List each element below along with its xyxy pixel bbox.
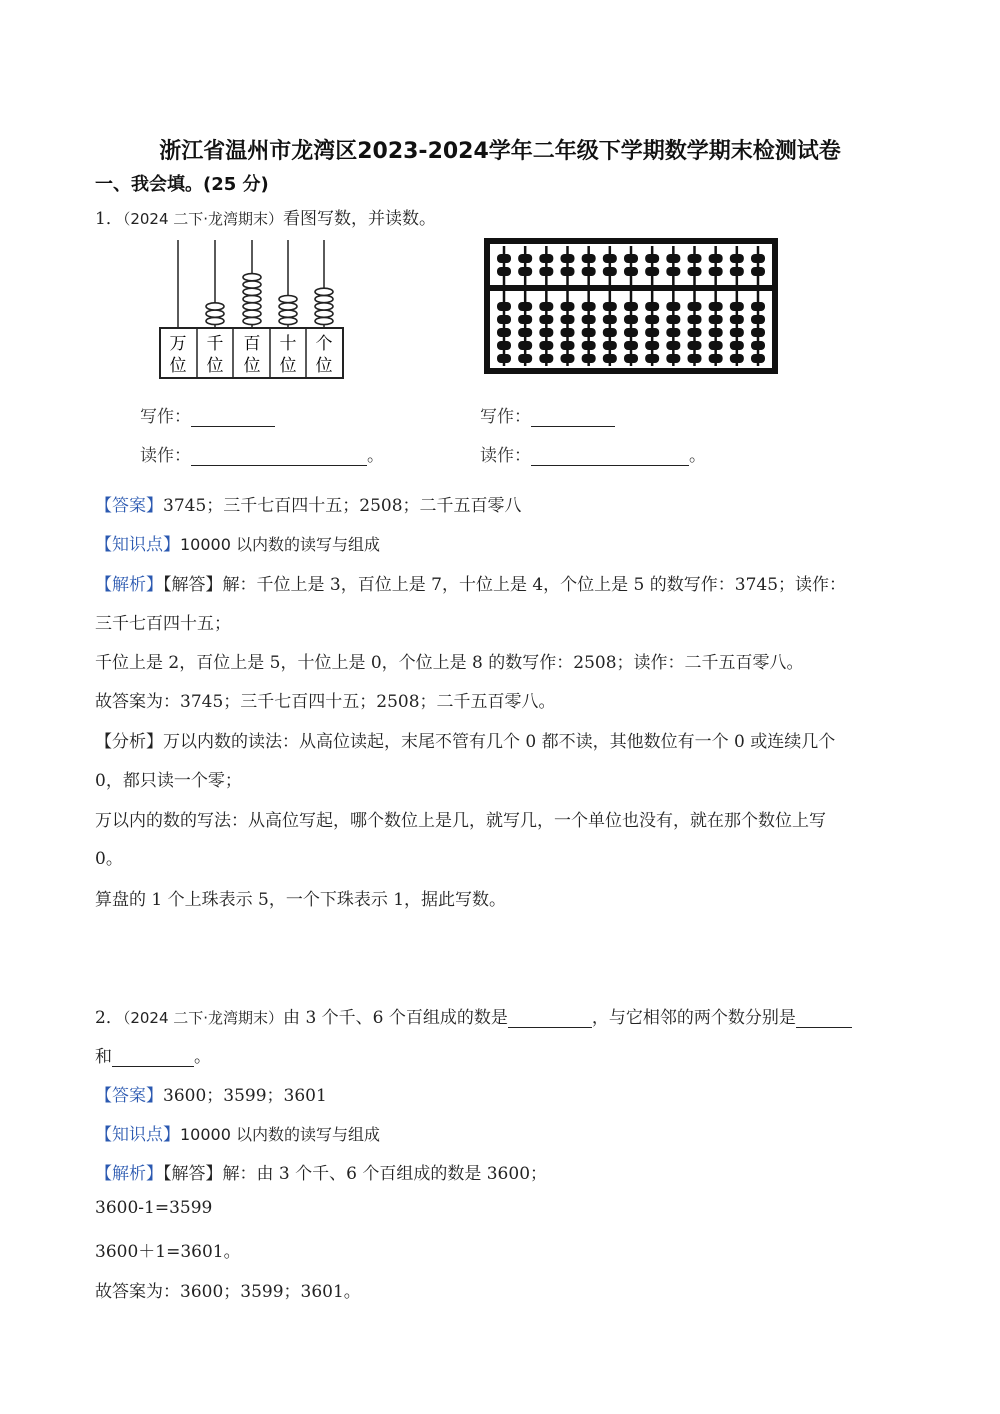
abacus-lower-bead bbox=[645, 354, 659, 363]
abacus-lower-bead bbox=[561, 315, 575, 324]
abacus-lower-bead bbox=[518, 328, 532, 337]
analysis-tag: 【解析】 bbox=[95, 1164, 163, 1184]
counter-bead bbox=[279, 310, 297, 317]
abacus-lower-bead bbox=[497, 302, 511, 311]
abacus-upper-bead bbox=[497, 267, 511, 276]
counter-bead bbox=[243, 303, 261, 310]
abacus-lower-bead bbox=[497, 328, 511, 337]
read-row-right bbox=[480, 441, 706, 466]
counting-frame-figure bbox=[150, 232, 360, 382]
counter-bead bbox=[206, 310, 224, 317]
abacus-beam bbox=[490, 285, 772, 291]
abacus-upper-bead bbox=[666, 254, 680, 263]
abacus-lower-bead bbox=[561, 341, 575, 350]
abacus-lower-bead bbox=[603, 302, 617, 311]
abacus-lower-bead bbox=[751, 354, 765, 363]
read-blank-left[interactable] bbox=[191, 447, 367, 466]
abacus-upper-bead bbox=[603, 267, 617, 276]
knowledge-text: 10000 以内数的读写与组成 bbox=[180, 535, 380, 554]
knowledge-text: 10000 以内数的读写与组成 bbox=[180, 1125, 380, 1144]
place-label-ones-2: 位 bbox=[315, 356, 333, 376]
abacus-upper-bead bbox=[518, 254, 532, 263]
abacus-lower-bead bbox=[688, 354, 702, 363]
abacus-lower-bead bbox=[666, 328, 680, 337]
abacus-upper-bead bbox=[730, 254, 744, 263]
write-blank-left[interactable] bbox=[191, 408, 275, 427]
place-label-hundreds: 百 bbox=[243, 334, 261, 354]
question-number: 1． bbox=[95, 209, 123, 229]
read-blank-right[interactable] bbox=[531, 447, 689, 466]
place-label-tens: 十 bbox=[279, 334, 297, 354]
abacus-lower-bead bbox=[582, 328, 596, 337]
question-source: （2024 二下·龙湾期末） bbox=[122, 210, 284, 228]
abacus-upper-bead bbox=[688, 267, 702, 276]
abacus-lower-bead bbox=[624, 341, 638, 350]
place-label-thousands-2: 位 bbox=[206, 356, 224, 376]
question-1-prompt bbox=[95, 204, 436, 229]
abacus-upper-bead bbox=[624, 254, 638, 263]
q1-analysis-line-7: 万以内的数的写法：从高位写起，哪个数位上是几，就写几，一个单位也没有，就在那个数位上写 bbox=[95, 811, 826, 831]
abacus-lower-bead bbox=[645, 328, 659, 337]
q1-knowledge-line bbox=[95, 530, 380, 555]
abacus-lower-bead bbox=[688, 302, 702, 311]
abacus-figure bbox=[484, 238, 778, 374]
counter-bead bbox=[243, 288, 261, 295]
abacus-lower-bead bbox=[709, 328, 723, 337]
abacus-upper-bead bbox=[561, 254, 575, 263]
read-label: 读作： bbox=[140, 446, 191, 466]
q1-analysis-line-1 bbox=[95, 570, 846, 595]
page-title: 浙江省温州市龙湾区2023-2024学年二年级下学期数学期末检测试卷 bbox=[159, 139, 841, 164]
question-text-c: 和 bbox=[95, 1047, 112, 1067]
abacus-lower-bead bbox=[582, 341, 596, 350]
question-text-b: ，与它相邻的两个数分别是 bbox=[591, 1008, 796, 1028]
q1-analysis-line-4: 故答案为：3745；三千七百四十五；2508；二千五百零八。 bbox=[95, 692, 556, 712]
abacus-lower-bead bbox=[751, 302, 765, 311]
abacus-lower-bead bbox=[666, 341, 680, 350]
abacus-lower-bead bbox=[709, 341, 723, 350]
counter-bead bbox=[315, 310, 333, 317]
write-row-left bbox=[140, 402, 275, 427]
answer-text: 3600；3599；3601 bbox=[163, 1086, 327, 1106]
abacus-lower-bead bbox=[603, 341, 617, 350]
abacus-lower-bead bbox=[561, 302, 575, 311]
place-label-ten-thousands: 万 bbox=[169, 334, 187, 354]
q1-analysis-line-2: 三千七百四十五； bbox=[95, 614, 231, 634]
abacus-lower-bead bbox=[561, 328, 575, 337]
abacus-lower-bead bbox=[645, 341, 659, 350]
q1-analysis-line-9: 算盘的 1 个上珠表示 5，一个下珠表示 1，据此写数。 bbox=[95, 890, 507, 910]
question-source: （2024 二下·龙湾期末） bbox=[122, 1009, 284, 1027]
q2-analysis-line-1 bbox=[95, 1159, 547, 1184]
counter-bead bbox=[243, 317, 261, 324]
question-text-a: 由 3 个千、6 个百组成的数是 bbox=[283, 1008, 508, 1028]
q2-analysis-line-2: 3600-1=3599 bbox=[95, 1198, 213, 1218]
q1-analysis-line-5: 【分析】万以内数的读法：从高位读起，末尾不管有几个 0 都不读，其他数位有一个 0 或连续几个 bbox=[95, 732, 836, 752]
abacus-lower-bead bbox=[730, 341, 744, 350]
abacus-lower-bead bbox=[666, 302, 680, 311]
period: 。 bbox=[367, 446, 384, 466]
q2-analysis-line-3: 3600＋1=3601。 bbox=[95, 1242, 241, 1262]
q1-answer-line bbox=[95, 491, 522, 516]
abacus-lower-bead bbox=[539, 341, 553, 350]
abacus-lower-bead bbox=[539, 302, 553, 311]
abacus-upper-bead bbox=[582, 267, 596, 276]
counter-bead bbox=[279, 296, 297, 303]
read-row-left bbox=[140, 441, 384, 466]
abacus-lower-bead bbox=[709, 302, 723, 311]
counter-bead bbox=[315, 303, 333, 310]
counter-bead bbox=[243, 296, 261, 303]
abacus-upper-bead bbox=[730, 267, 744, 276]
answer-tag: 【答案】 bbox=[95, 496, 163, 516]
abacus-lower-bead bbox=[518, 341, 532, 350]
abacus-upper-bead bbox=[709, 267, 723, 276]
q2-blank-1[interactable] bbox=[508, 1009, 592, 1028]
analysis-text: 【解答】解：由 3 个千、6 个百组成的数是 3600； bbox=[163, 1164, 548, 1184]
counter-bead bbox=[279, 317, 297, 324]
abacus-upper-bead bbox=[603, 254, 617, 263]
abacus-lower-bead bbox=[582, 354, 596, 363]
place-label-ten-thousands-2: 位 bbox=[169, 356, 187, 376]
abacus-upper-bead bbox=[624, 267, 638, 276]
abacus-lower-bead bbox=[582, 302, 596, 311]
abacus-lower-bead bbox=[645, 315, 659, 324]
write-blank-right[interactable] bbox=[531, 408, 615, 427]
abacus-upper-bead bbox=[751, 267, 765, 276]
abacus-lower-bead bbox=[751, 328, 765, 337]
question-2-prompt-line-2 bbox=[95, 1042, 211, 1067]
abacus-lower-bead bbox=[751, 315, 765, 324]
counter-bead bbox=[243, 281, 261, 288]
question-text: 看图写数，并读数。 bbox=[283, 209, 437, 229]
knowledge-tag: 【知识点】 bbox=[95, 1125, 180, 1145]
abacus-lower-bead bbox=[688, 315, 702, 324]
abacus-upper-bead bbox=[582, 254, 596, 263]
abacus-upper-bead bbox=[645, 254, 659, 263]
place-label-tens-2: 位 bbox=[279, 356, 297, 376]
abacus-upper-bead bbox=[497, 254, 511, 263]
counter-bead bbox=[315, 317, 333, 324]
abacus-lower-bead bbox=[666, 354, 680, 363]
knowledge-tag: 【知识点】 bbox=[95, 535, 180, 555]
abacus-lower-bead bbox=[688, 341, 702, 350]
abacus-lower-bead bbox=[497, 315, 511, 324]
period: 。 bbox=[689, 446, 706, 466]
analysis-tag: 【解析】 bbox=[95, 575, 163, 595]
question-2-prompt bbox=[95, 1003, 852, 1028]
abacus-lower-bead bbox=[518, 302, 532, 311]
abacus-lower-bead bbox=[582, 315, 596, 324]
counter-bead bbox=[315, 288, 333, 295]
abacus-lower-bead bbox=[603, 354, 617, 363]
analysis-text: 【解答】解：千位上是 3，百位上是 7，十位上是 4，个位上是 5 的数写作：3745；读作： bbox=[163, 575, 847, 595]
abacus-upper-bead bbox=[561, 267, 575, 276]
abacus-lower-bead bbox=[497, 341, 511, 350]
abacus-lower-bead bbox=[561, 354, 575, 363]
abacus-lower-bead bbox=[709, 354, 723, 363]
abacus-upper-bead bbox=[539, 267, 553, 276]
abacus-lower-bead bbox=[688, 328, 702, 337]
q1-analysis-line-3: 千位上是 2，百位上是 5，十位上是 0，个位上是 8 的数写作：2508；读作：二千五百零八。 bbox=[95, 653, 804, 673]
abacus-upper-bead bbox=[666, 267, 680, 276]
counter-bead bbox=[279, 303, 297, 310]
abacus-upper-bead bbox=[751, 254, 765, 263]
counter-bead bbox=[243, 274, 261, 281]
q1-analysis-line-8: 0。 bbox=[95, 849, 123, 869]
abacus-upper-bead bbox=[518, 267, 532, 276]
section-heading: 一、我会填。(25 分) bbox=[95, 174, 269, 195]
counting-frame-beads bbox=[206, 274, 333, 325]
abacus-lower-bead bbox=[624, 315, 638, 324]
abacus-lower-bead bbox=[518, 315, 532, 324]
abacus-lower-bead bbox=[730, 315, 744, 324]
abacus-lower-bead bbox=[730, 328, 744, 337]
abacus-lower-bead bbox=[539, 315, 553, 324]
q2-blank-3[interactable] bbox=[112, 1048, 194, 1067]
period: 。 bbox=[194, 1047, 211, 1067]
counter-bead bbox=[206, 303, 224, 310]
abacus-lower-bead bbox=[603, 315, 617, 324]
abacus-lower-bead bbox=[730, 354, 744, 363]
place-label-ones: 个 bbox=[315, 334, 333, 354]
q2-answer-line bbox=[95, 1081, 327, 1106]
abacus-upper-bead bbox=[645, 267, 659, 276]
q2-analysis-line-4: 故答案为：3600；3599；3601。 bbox=[95, 1282, 361, 1302]
abacus-lower-bead bbox=[603, 328, 617, 337]
abacus-lower-bead bbox=[666, 315, 680, 324]
abacus-lower-bead bbox=[624, 302, 638, 311]
question-number: 2． bbox=[95, 1008, 123, 1028]
abacus-lower-bead bbox=[518, 354, 532, 363]
abacus-lower-bead bbox=[624, 328, 638, 337]
abacus-lower-bead bbox=[709, 315, 723, 324]
place-label-thousands: 千 bbox=[206, 334, 224, 354]
abacus-upper-bead bbox=[709, 254, 723, 263]
answer-text: 3745；三千七百四十五；2508；二千五百零八 bbox=[163, 496, 522, 516]
abacus-upper-bead bbox=[688, 254, 702, 263]
counter-bead bbox=[206, 317, 224, 324]
abacus-lower-bead bbox=[497, 354, 511, 363]
abacus-lower-bead bbox=[539, 328, 553, 337]
answer-tag: 【答案】 bbox=[95, 1086, 163, 1106]
write-label: 写作： bbox=[480, 407, 531, 427]
q2-knowledge-line bbox=[95, 1120, 380, 1145]
q2-blank-2[interactable] bbox=[796, 1009, 852, 1028]
abacus-lower-bead bbox=[539, 354, 553, 363]
read-label: 读作： bbox=[480, 446, 531, 466]
write-row-right bbox=[480, 402, 615, 427]
place-label-hundreds-2: 位 bbox=[243, 356, 261, 376]
abacus-lower-bead bbox=[624, 354, 638, 363]
abacus-lower-bead bbox=[730, 302, 744, 311]
counter-bead bbox=[315, 296, 333, 303]
counter-bead bbox=[243, 310, 261, 317]
write-label: 写作： bbox=[140, 407, 191, 427]
abacus-lower-bead bbox=[645, 302, 659, 311]
abacus-upper-bead bbox=[539, 254, 553, 263]
q1-analysis-line-6: 0，都只读一个零； bbox=[95, 771, 242, 791]
abacus-lower-bead bbox=[751, 341, 765, 350]
